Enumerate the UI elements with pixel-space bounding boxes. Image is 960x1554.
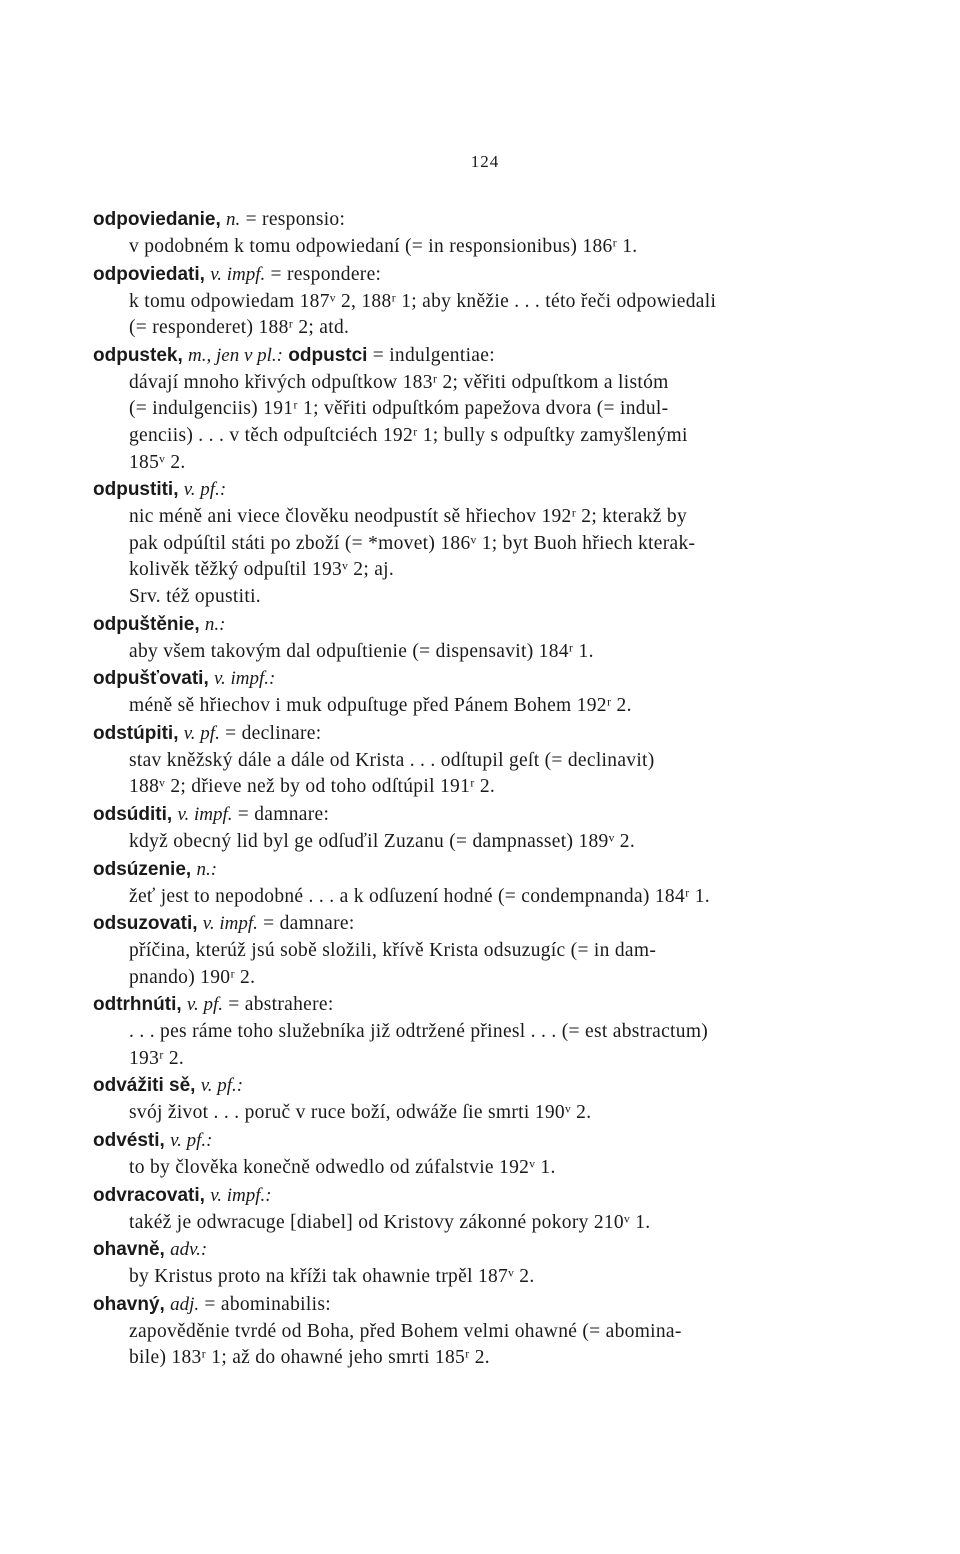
headword: odpustek, <box>93 344 183 366</box>
entry-odpoviedanie <box>93 206 873 261</box>
entry-odpustovati <box>93 665 873 720</box>
entry-head <box>93 665 873 693</box>
citation-line: v podobném k tomu odpowiedaní (= in responsionibus) 186ʳ 1. <box>129 236 638 257</box>
citation-line: bile) 183ʳ 1; až do ohawné jeho smrti 185ʳ 2. <box>129 1347 490 1369</box>
entry-head <box>93 910 873 938</box>
citations <box>129 1319 873 1372</box>
grammar: v. impf.: <box>210 1184 272 1206</box>
citations <box>129 748 873 801</box>
grammar: v. impf. <box>210 263 266 285</box>
citation-line: to by člověka konečně odwedlo od zúfalstvie 192ᵛ 1. <box>129 1157 556 1179</box>
citations <box>129 938 873 991</box>
grammar: n.: <box>204 613 226 635</box>
citations <box>129 639 873 666</box>
grammar: v. pf.: <box>170 1130 213 1152</box>
citations <box>129 1019 873 1072</box>
citations <box>129 1264 873 1291</box>
entry-odvesti <box>93 1127 873 1182</box>
citations <box>129 884 873 911</box>
citation-line: genciis) . . . v těch odpuſtciéch 192ʳ 1; bully s odpuſtky zamyšlenými <box>129 424 688 446</box>
citation-line: stav kněžský dále a dále od Krista . . . odſtupil geſt (= declinavit) <box>129 749 655 771</box>
citation-line: svój život . . . poruč v ruce boží, odwáže ſie smrti 190ᵛ 2. <box>129 1102 592 1124</box>
headword: odvracovati, <box>93 1184 205 1206</box>
dictionary-entries <box>93 206 873 1372</box>
entry-head <box>93 1236 873 1264</box>
headword: odpustiti, <box>93 479 179 501</box>
entry-odtrhnuti <box>93 991 873 1072</box>
headword: odvážiti sě, <box>93 1075 196 1097</box>
grammar: v. pf. <box>183 722 220 744</box>
entry-odvracovati <box>93 1182 873 1237</box>
gloss: = declinare: <box>225 722 322 744</box>
headword: odvésti, <box>93 1130 165 1152</box>
gloss: = abominabilis: <box>204 1293 331 1315</box>
citation-line: aby všem takovým dal odpuſtienie (= dispensavit) 184ʳ 1. <box>129 640 594 662</box>
grammar: v. pf.: <box>183 479 227 501</box>
entry-head <box>93 1291 873 1319</box>
entry-head <box>93 856 873 884</box>
headword: ohavně, <box>93 1239 165 1261</box>
citation-line: žeť jest to nepodobné . . . a k odſuzení hodné (= condempnanda) 184ʳ 1. <box>129 885 710 907</box>
gloss: = responsio: <box>245 209 346 230</box>
gloss: = abstrahere: <box>228 994 334 1016</box>
headword: odpuštěnie, <box>93 613 200 635</box>
headword: odtrhnúti, <box>93 994 182 1016</box>
citation-line: (= indulgenciis) 191ʳ 1; věřiti odpuſtkóm papežova dvora (= indul- <box>129 398 669 420</box>
entry-head <box>93 342 873 370</box>
gloss: = damnare: <box>263 913 355 935</box>
citation-line: takéž je odwracuge [diabel] od Kristovy zákonné pokory 210ᵛ 1. <box>129 1211 651 1233</box>
entry-head <box>93 1127 873 1155</box>
entry-odsuditi <box>93 801 873 856</box>
citations <box>129 829 873 856</box>
entry-odpustiti <box>93 476 873 610</box>
headword: odpušťovati, <box>93 668 209 690</box>
citations <box>129 370 873 476</box>
gloss: = indulgentiae: <box>372 344 495 366</box>
grammar: adv.: <box>170 1239 208 1261</box>
headword: odsúzenie, <box>93 858 192 880</box>
headword: odsuzovati, <box>93 913 198 935</box>
entry-odsuzenie <box>93 856 873 911</box>
entry-ohavne <box>93 1236 873 1291</box>
headword: odpoviedanie, <box>93 209 221 230</box>
grammar: v. impf. <box>202 913 258 935</box>
citation-line: příčina, kterúž jsú sobě složili, křívě Krista odsuzugíc (= in dam- <box>129 940 657 962</box>
grammar: m., jen v pl.: <box>188 344 283 366</box>
citation-line: 193ʳ 2. <box>129 1047 185 1069</box>
page-number: 124 <box>470 152 500 171</box>
headword: odpoviedati, <box>93 263 205 285</box>
citation-line: 185ᵛ 2. <box>129 451 186 473</box>
headword: odsúditi, <box>93 803 173 825</box>
citation-line: nic méně ani viece člověku neodpustít sě hřiechov 192ʳ 2; kterakž by <box>129 506 688 528</box>
citation-line: kolivěk těžký odpuſtil 193ᵛ 2; aj. <box>129 559 395 581</box>
citations <box>129 504 873 610</box>
citations <box>129 234 873 261</box>
citation-line: když obecný lid byl ge odſuďil Zuzanu (= dampnasset) 189ᵛ 2. <box>129 830 636 852</box>
grammar: n.: <box>196 858 218 880</box>
entry-head <box>93 991 873 1019</box>
citations <box>129 289 873 342</box>
headword: ohavný, <box>93 1293 165 1315</box>
entry-head <box>93 1182 873 1210</box>
entry-head <box>93 611 873 639</box>
citation-line: pak odpúſtil státi po zboží (= *movet) 186ᵛ 1; byt Buoh hřiech kterak- <box>129 532 696 554</box>
entry-head <box>93 801 873 829</box>
citations <box>129 1210 873 1237</box>
entry-odpoviedati <box>93 261 873 342</box>
citation-line: 188ᵛ 2; dřieve než by od toho odſtúpil 191ʳ 2. <box>129 776 496 798</box>
entry-head <box>93 261 873 289</box>
grammar: v. impf.: <box>214 668 276 690</box>
entry-odpusteni <box>93 611 873 666</box>
entry-odpustek <box>93 342 873 476</box>
citation-line: méně sě hřiechov i muk odpuſtuge před Pánem Bohem 192ʳ 2. <box>129 695 632 717</box>
entry-head <box>93 206 873 234</box>
citations <box>129 693 873 720</box>
citations <box>129 1100 873 1127</box>
citation-line: zapověděnie tvrdé od Boha, před Bohem velmi ohawné (= abomina- <box>129 1320 682 1342</box>
grammar: n. <box>226 209 241 230</box>
grammar: adj. <box>170 1293 200 1315</box>
entry-odvaziti-se <box>93 1072 873 1127</box>
headword: odstúpiti, <box>93 722 179 744</box>
headword-plural: odpustci <box>288 344 368 366</box>
entry-head <box>93 476 873 504</box>
entry-head <box>93 1072 873 1100</box>
gloss: = respondere: <box>270 263 382 285</box>
entry-head <box>93 720 873 748</box>
citation-line: dávají mnoho křivých odpuſtkow 183ʳ 2; věřiti odpuſtkom a listóm <box>129 371 669 393</box>
citation-line: Srv. též opustiti. <box>129 585 261 607</box>
entry-ohavny <box>93 1291 873 1372</box>
citation-line: (= responderet) 188ʳ 2; atd. <box>129 317 350 339</box>
grammar: v. pf. <box>186 994 223 1016</box>
citations <box>129 1155 873 1182</box>
citation-line: by Kristus proto na kříži tak ohawnie trpěl 187ᵛ 2. <box>129 1266 535 1288</box>
grammar: v. pf.: <box>200 1075 244 1097</box>
citation-line: k tomu odpowiedam 187ᵛ 2, 188ʳ 1; aby kněžie . . . této řeči odpowiedali <box>129 290 717 312</box>
grammar: v. impf. <box>177 803 233 825</box>
citation-line: pnando) 190ʳ 2. <box>129 966 256 988</box>
entry-odstupiti <box>93 720 873 801</box>
citation-line: . . . pes ráme toho služebníka již odtržené přinesl . . . (= est abstractum) <box>129 1021 709 1043</box>
gloss: = damnare: <box>237 803 330 825</box>
entry-odsuzovati <box>93 910 873 991</box>
